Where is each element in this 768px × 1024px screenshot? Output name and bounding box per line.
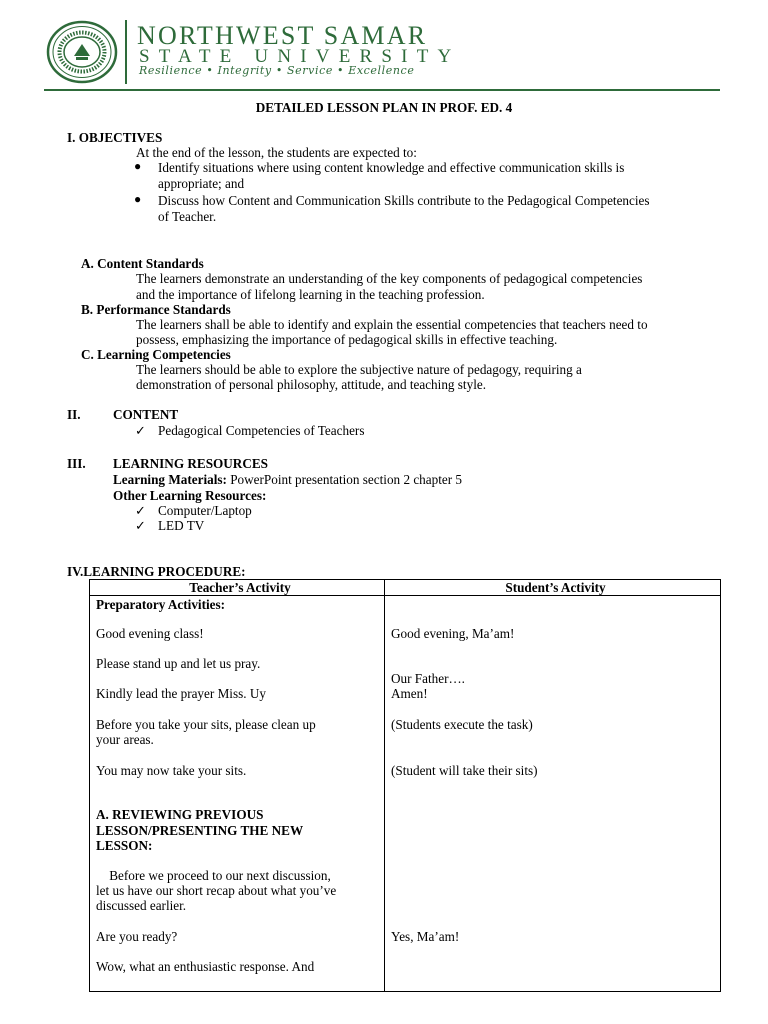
content-item: Pedagogical Competencies of Teachers xyxy=(158,423,365,438)
section-a-heading: LESSON/PRESENTING THE NEW xyxy=(96,823,304,838)
student-activity-cell xyxy=(385,596,721,992)
learning-competencies-line1: The learners should be able to explore the subjective nature of pedagogy, requiring a xyxy=(136,362,582,377)
student-line: Yes, Ma’am! xyxy=(391,929,460,944)
student-line: Our Father…. xyxy=(391,671,465,686)
student-line: (Student will take their sits) xyxy=(391,763,538,778)
learning-materials-label: Learning Materials: xyxy=(113,472,227,487)
content-standards-heading: A. Content Standards xyxy=(81,256,204,271)
student-line: (Students execute the task) xyxy=(391,717,533,732)
header-rule xyxy=(44,89,720,91)
objective-2-line2: of Teacher. xyxy=(158,209,217,224)
header-divider xyxy=(125,20,127,84)
university-motto: Resilience • Integrity • Service • Excellence xyxy=(139,64,415,77)
teacher-line: Good evening class! xyxy=(96,626,204,641)
checkmark-icon: ✓ xyxy=(135,518,147,533)
teacher-line: Before you take your sits, please clean up xyxy=(96,717,316,732)
checkmark-icon: ✓ xyxy=(135,503,147,518)
section-a-heading: LESSON: xyxy=(96,838,153,853)
teacher-line: discussed earlier. xyxy=(96,898,187,913)
student-activity-header: Student’s Activity xyxy=(385,580,721,596)
resources-heading: LEARNING RESOURCES xyxy=(113,456,268,471)
procedure-heading: IV.LEARNING PROCEDURE: xyxy=(67,564,246,579)
teacher-line: Wow, what an enthusiastic response. And xyxy=(96,959,315,974)
teacher-line: Before we proceed to our next discussion, xyxy=(96,868,331,883)
university-subtitle: STATE UNIVERSITY xyxy=(139,46,461,67)
learning-competencies-heading: C. Learning Competencies xyxy=(81,347,231,362)
objective-2-line1: Discuss how Content and Communication Skills contribute to the Pedagogical Competencies xyxy=(158,193,650,208)
table-row xyxy=(90,596,721,992)
student-line: Good evening, Ma’am! xyxy=(391,626,515,641)
teacher-line: Kindly lead the prayer Miss. Uy xyxy=(96,686,266,701)
preparatory-activities-label: Preparatory Activities: xyxy=(96,597,226,612)
teacher-line: your areas. xyxy=(96,732,154,747)
document-title: DETAILED LESSON PLAN IN PROF. ED. 4 xyxy=(255,100,513,115)
university-name: NORTHWEST SAMAR xyxy=(137,21,428,50)
content-standards-line2: and the importance of lifelong learning in the teaching profession. xyxy=(136,287,485,302)
resource-item: LED TV xyxy=(158,518,205,533)
learning-materials-value: PowerPoint presentation section 2 chapter 5 xyxy=(226,472,463,487)
table-header-row xyxy=(90,580,721,596)
teacher-line: Please stand up and let us pray. xyxy=(96,656,261,671)
resource-item: Computer/Laptop xyxy=(158,503,252,518)
teacher-line: You may now take your sits. xyxy=(96,763,247,778)
resources-numeral: III. xyxy=(67,456,86,471)
section-a-heading: A. REVIEWING PREVIOUS xyxy=(96,807,264,822)
teacher-activity-header: Teacher’s Activity xyxy=(90,580,385,596)
teacher-line: Are you ready? xyxy=(96,929,178,944)
objective-1-line1: Identify situations where using content knowledge and effective communication skills is xyxy=(158,160,625,175)
performance-standards-line2: possess, emphasizing the importance of pedagogical skills in effective teaching. xyxy=(136,332,558,347)
other-resources-label: Other Learning Resources: xyxy=(113,488,267,503)
learning-competencies-line2: demonstration of personal philosophy, attitude, and teaching style. xyxy=(136,377,487,392)
student-line: Amen! xyxy=(391,686,428,701)
content-heading: CONTENT xyxy=(113,407,179,422)
objective-1-line2: appropriate; and xyxy=(158,176,245,191)
learning-materials xyxy=(113,472,462,487)
objectives-heading: I. OBJECTIVES xyxy=(67,130,163,145)
teacher-line: let us have our short recap about what you’ve xyxy=(96,883,337,898)
bullet-dot-icon: ● xyxy=(134,159,142,173)
checkmark-icon: ✓ xyxy=(135,423,147,438)
bullet-dot-icon: ● xyxy=(134,192,142,206)
teacher-activity-cell xyxy=(90,596,385,992)
performance-standards-line1: The learners shall be able to identify and explain the essential competencies that teachers need to xyxy=(136,317,648,332)
procedure-table xyxy=(89,579,721,992)
objectives-intro: At the end of the lesson, the students are expected to: xyxy=(136,145,417,160)
university-seal-icon xyxy=(46,20,118,84)
content-standards-line1: The learners demonstrate an understanding of the key components of pedagogical competencies xyxy=(136,271,643,286)
performance-standards-heading: B. Performance Standards xyxy=(81,302,231,317)
content-numeral: II. xyxy=(67,407,81,422)
